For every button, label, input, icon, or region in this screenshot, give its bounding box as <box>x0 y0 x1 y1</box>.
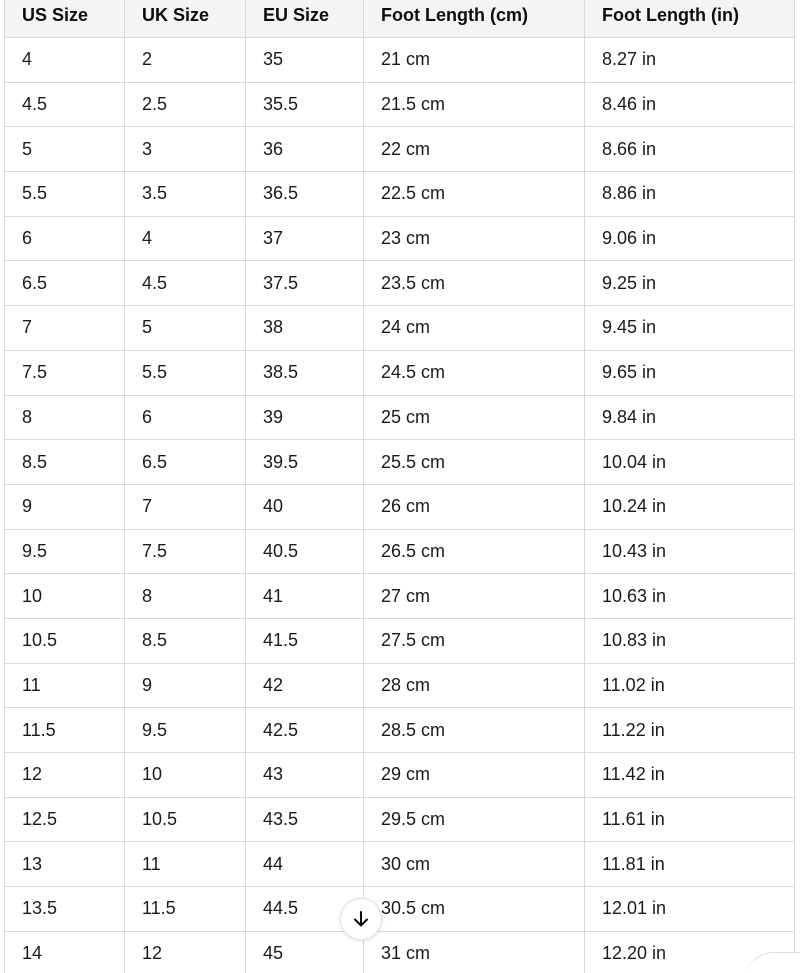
foot-length-cm-cell: 27.5 cm <box>364 618 585 663</box>
table-row <box>5 82 795 127</box>
foot-length-in-cell: 10.43 in <box>585 529 795 574</box>
foot-length-in-cell: 11.22 in <box>585 708 795 753</box>
foot-length-cm-cell: 29 cm <box>364 753 585 798</box>
foot-length-cm-cell: 31 cm <box>364 931 585 973</box>
table-row <box>5 216 795 261</box>
eu-size-cell: 41 <box>246 574 364 619</box>
foot-length-in-cell: 10.24 in <box>585 484 795 529</box>
table-row <box>5 663 795 708</box>
us-size-cell: 9.5 <box>5 529 125 574</box>
foot-length-in-cell: 11.02 in <box>585 663 795 708</box>
foot-length-in-cell: 10.63 in <box>585 574 795 619</box>
eu-size-cell: 38 <box>246 306 364 351</box>
us-size-cell: 6.5 <box>5 261 125 306</box>
foot-length-in-cell: 8.27 in <box>585 38 795 83</box>
eu-size-cell: 43.5 <box>246 797 364 842</box>
foot-length-in-cell: 11.42 in <box>585 753 795 798</box>
us-size-cell: 7 <box>5 306 125 351</box>
us-size-cell: 4.5 <box>5 82 125 127</box>
table-row <box>5 797 795 842</box>
header-us-size: US Size <box>5 0 125 38</box>
foot-length-cm-cell: 24 cm <box>364 306 585 351</box>
table-row <box>5 350 795 395</box>
uk-size-cell: 2.5 <box>125 82 246 127</box>
us-size-cell: 9 <box>5 484 125 529</box>
table-header <box>5 0 795 38</box>
foot-length-in-cell: 9.45 in <box>585 306 795 351</box>
foot-length-cm-cell: 22.5 cm <box>364 172 585 217</box>
scroll-to-bottom-button[interactable] <box>340 898 382 940</box>
us-size-cell: 5.5 <box>5 172 125 217</box>
eu-size-cell: 45 <box>246 931 364 973</box>
table-row <box>5 708 795 753</box>
uk-size-cell: 9 <box>125 663 246 708</box>
us-size-cell: 11 <box>5 663 125 708</box>
uk-size-cell: 4.5 <box>125 261 246 306</box>
foot-length-in-cell: 8.66 in <box>585 127 795 172</box>
table-row <box>5 172 795 217</box>
table-row <box>5 618 795 663</box>
eu-size-cell: 39.5 <box>246 440 364 485</box>
foot-length-in-cell: 10.83 in <box>585 618 795 663</box>
eu-size-cell: 37 <box>246 216 364 261</box>
table-body <box>5 38 795 973</box>
eu-size-cell: 36 <box>246 127 364 172</box>
table-row <box>5 261 795 306</box>
us-size-cell: 10 <box>5 574 125 619</box>
eu-size-cell: 38.5 <box>246 350 364 395</box>
foot-length-cm-cell: 27 cm <box>364 574 585 619</box>
eu-size-cell: 36.5 <box>246 172 364 217</box>
us-size-cell: 8 <box>5 395 125 440</box>
table-row <box>5 395 795 440</box>
header-uk-size: UK Size <box>125 0 246 38</box>
uk-size-cell: 3.5 <box>125 172 246 217</box>
us-size-cell: 7.5 <box>5 350 125 395</box>
foot-length-in-cell: 9.84 in <box>585 395 795 440</box>
table-row <box>5 753 795 798</box>
foot-length-cm-cell: 26.5 cm <box>364 529 585 574</box>
eu-size-cell: 44.5 <box>246 887 364 932</box>
eu-size-cell: 39 <box>246 395 364 440</box>
us-size-cell: 8.5 <box>5 440 125 485</box>
eu-size-cell: 37.5 <box>246 261 364 306</box>
foot-length-in-cell: 11.81 in <box>585 842 795 887</box>
foot-length-cm-cell: 21 cm <box>364 38 585 83</box>
table-row <box>5 38 795 83</box>
foot-length-in-cell: 11.61 in <box>585 797 795 842</box>
header-eu-size: EU Size <box>246 0 364 38</box>
table-row <box>5 484 795 529</box>
table-row <box>5 842 795 887</box>
header-foot-length-cm: Foot Length (cm) <box>364 0 585 38</box>
foot-length-cm-cell: 26 cm <box>364 484 585 529</box>
uk-size-cell: 6.5 <box>125 440 246 485</box>
eu-size-cell: 42 <box>246 663 364 708</box>
us-size-cell: 12.5 <box>5 797 125 842</box>
uk-size-cell: 10.5 <box>125 797 246 842</box>
table-row <box>5 529 795 574</box>
table-row <box>5 440 795 485</box>
eu-size-cell: 35 <box>246 38 364 83</box>
table-row <box>5 306 795 351</box>
uk-size-cell: 11.5 <box>125 887 246 932</box>
foot-length-cm-cell: 28 cm <box>364 663 585 708</box>
uk-size-cell: 4 <box>125 216 246 261</box>
uk-size-cell: 7.5 <box>125 529 246 574</box>
foot-length-cm-cell: 25 cm <box>364 395 585 440</box>
eu-size-cell: 40.5 <box>246 529 364 574</box>
foot-length-cm-cell: 25.5 cm <box>364 440 585 485</box>
foot-length-cm-cell: 24.5 cm <box>364 350 585 395</box>
uk-size-cell: 2 <box>125 38 246 83</box>
foot-length-cm-cell: 21.5 cm <box>364 82 585 127</box>
foot-length-cm-cell: 23 cm <box>364 216 585 261</box>
table-row <box>5 931 795 973</box>
header-foot-length-in: Foot Length (in) <box>585 0 795 38</box>
eu-size-cell: 43 <box>246 753 364 798</box>
table-row <box>5 887 795 932</box>
eu-size-cell: 40 <box>246 484 364 529</box>
us-size-cell: 14 <box>5 931 125 973</box>
foot-length-cm-cell: 30 cm <box>364 842 585 887</box>
eu-size-cell: 44 <box>246 842 364 887</box>
uk-size-cell: 12 <box>125 931 246 973</box>
us-size-cell: 4 <box>5 38 125 83</box>
us-size-cell: 13.5 <box>5 887 125 932</box>
uk-size-cell: 8 <box>125 574 246 619</box>
us-size-cell: 11.5 <box>5 708 125 753</box>
foot-length-cm-cell: 29.5 cm <box>364 797 585 842</box>
foot-length-in-cell: 8.86 in <box>585 172 795 217</box>
uk-size-cell: 6 <box>125 395 246 440</box>
uk-size-cell: 5.5 <box>125 350 246 395</box>
arrow-down-icon <box>351 909 371 929</box>
us-size-cell: 6 <box>5 216 125 261</box>
uk-size-cell: 8.5 <box>125 618 246 663</box>
uk-size-cell: 9.5 <box>125 708 246 753</box>
foot-length-cm-cell: 23.5 cm <box>364 261 585 306</box>
header-row <box>5 0 795 38</box>
uk-size-cell: 11 <box>125 842 246 887</box>
uk-size-cell: 7 <box>125 484 246 529</box>
foot-length-cm-cell: 22 cm <box>364 127 585 172</box>
foot-length-in-cell: 12.20 in <box>585 931 795 973</box>
foot-length-in-cell: 9.65 in <box>585 350 795 395</box>
uk-size-cell: 10 <box>125 753 246 798</box>
shoe-size-chart-table <box>4 0 795 973</box>
foot-length-in-cell: 9.25 in <box>585 261 795 306</box>
uk-size-cell: 3 <box>125 127 246 172</box>
eu-size-cell: 35.5 <box>246 82 364 127</box>
uk-size-cell: 5 <box>125 306 246 351</box>
table-row <box>5 574 795 619</box>
table-row <box>5 127 795 172</box>
us-size-cell: 12 <box>5 753 125 798</box>
eu-size-cell: 42.5 <box>246 708 364 753</box>
us-size-cell: 10.5 <box>5 618 125 663</box>
foot-length-in-cell: 9.06 in <box>585 216 795 261</box>
eu-size-cell: 41.5 <box>246 618 364 663</box>
foot-length-cm-cell: 30.5 cm <box>364 887 585 932</box>
us-size-cell: 5 <box>5 127 125 172</box>
foot-length-in-cell: 8.46 in <box>585 82 795 127</box>
foot-length-cm-cell: 28.5 cm <box>364 708 585 753</box>
foot-length-in-cell: 12.01 in <box>585 887 795 932</box>
size-chart-table-wrapper <box>4 0 794 973</box>
foot-length-in-cell: 10.04 in <box>585 440 795 485</box>
us-size-cell: 13 <box>5 842 125 887</box>
